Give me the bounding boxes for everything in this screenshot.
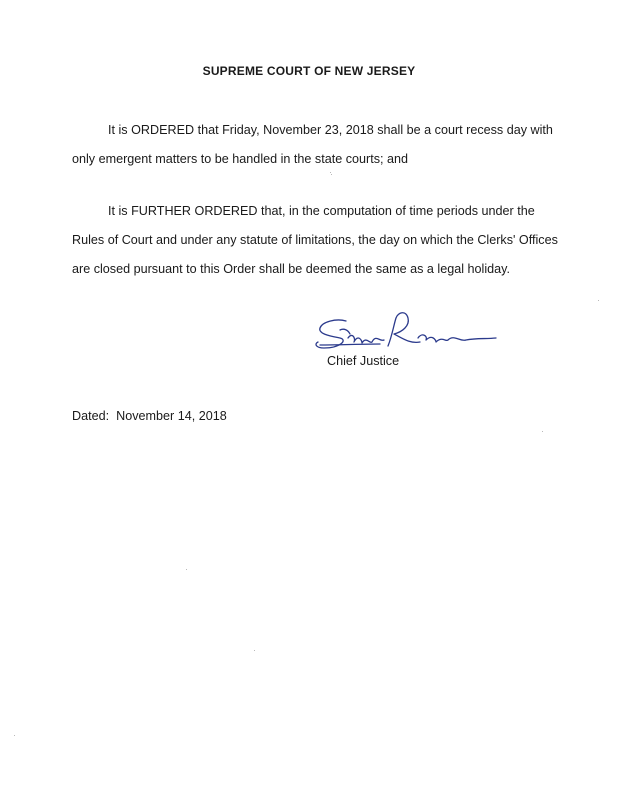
dated-line xyxy=(72,409,227,423)
dated-label: Dated: xyxy=(72,409,110,423)
order-paragraph-2-line-3: are closed pursuant to this Order shall be deemed the same as a legal holiday. xyxy=(72,262,511,276)
order-paragraph-2-line-1: It is FURTHER ORDERED that, in the computation of time periods under the xyxy=(108,204,535,218)
order-paragraph-2-line-2: Rules of Court and under any statute of limitations, the day on which the Clerks' Offices xyxy=(72,233,558,247)
scan-speck xyxy=(14,735,15,736)
order-paragraph-1-line-1: It is ORDERED that Friday, November 23, 2018 shall be a court recess day with xyxy=(108,123,553,137)
scan-speck xyxy=(542,431,543,432)
scan-speck xyxy=(331,174,332,175)
signature-ink xyxy=(310,308,510,358)
dated-value: November 14, 2018 xyxy=(116,409,227,423)
scan-speck xyxy=(254,650,255,651)
scan-speck xyxy=(186,569,187,570)
scan-speck xyxy=(330,172,331,173)
document-title: SUPREME COURT OF NEW JERSEY xyxy=(202,64,416,78)
handwritten-signature xyxy=(310,308,510,358)
signature-title: Chief Justice xyxy=(327,354,400,368)
order-paragraph-2 xyxy=(72,197,558,284)
order-paragraph-1 xyxy=(72,116,552,174)
scan-speck xyxy=(598,300,599,301)
order-paragraph-1-line-2: only emergent matters to be handled in the state courts; and xyxy=(72,152,409,166)
